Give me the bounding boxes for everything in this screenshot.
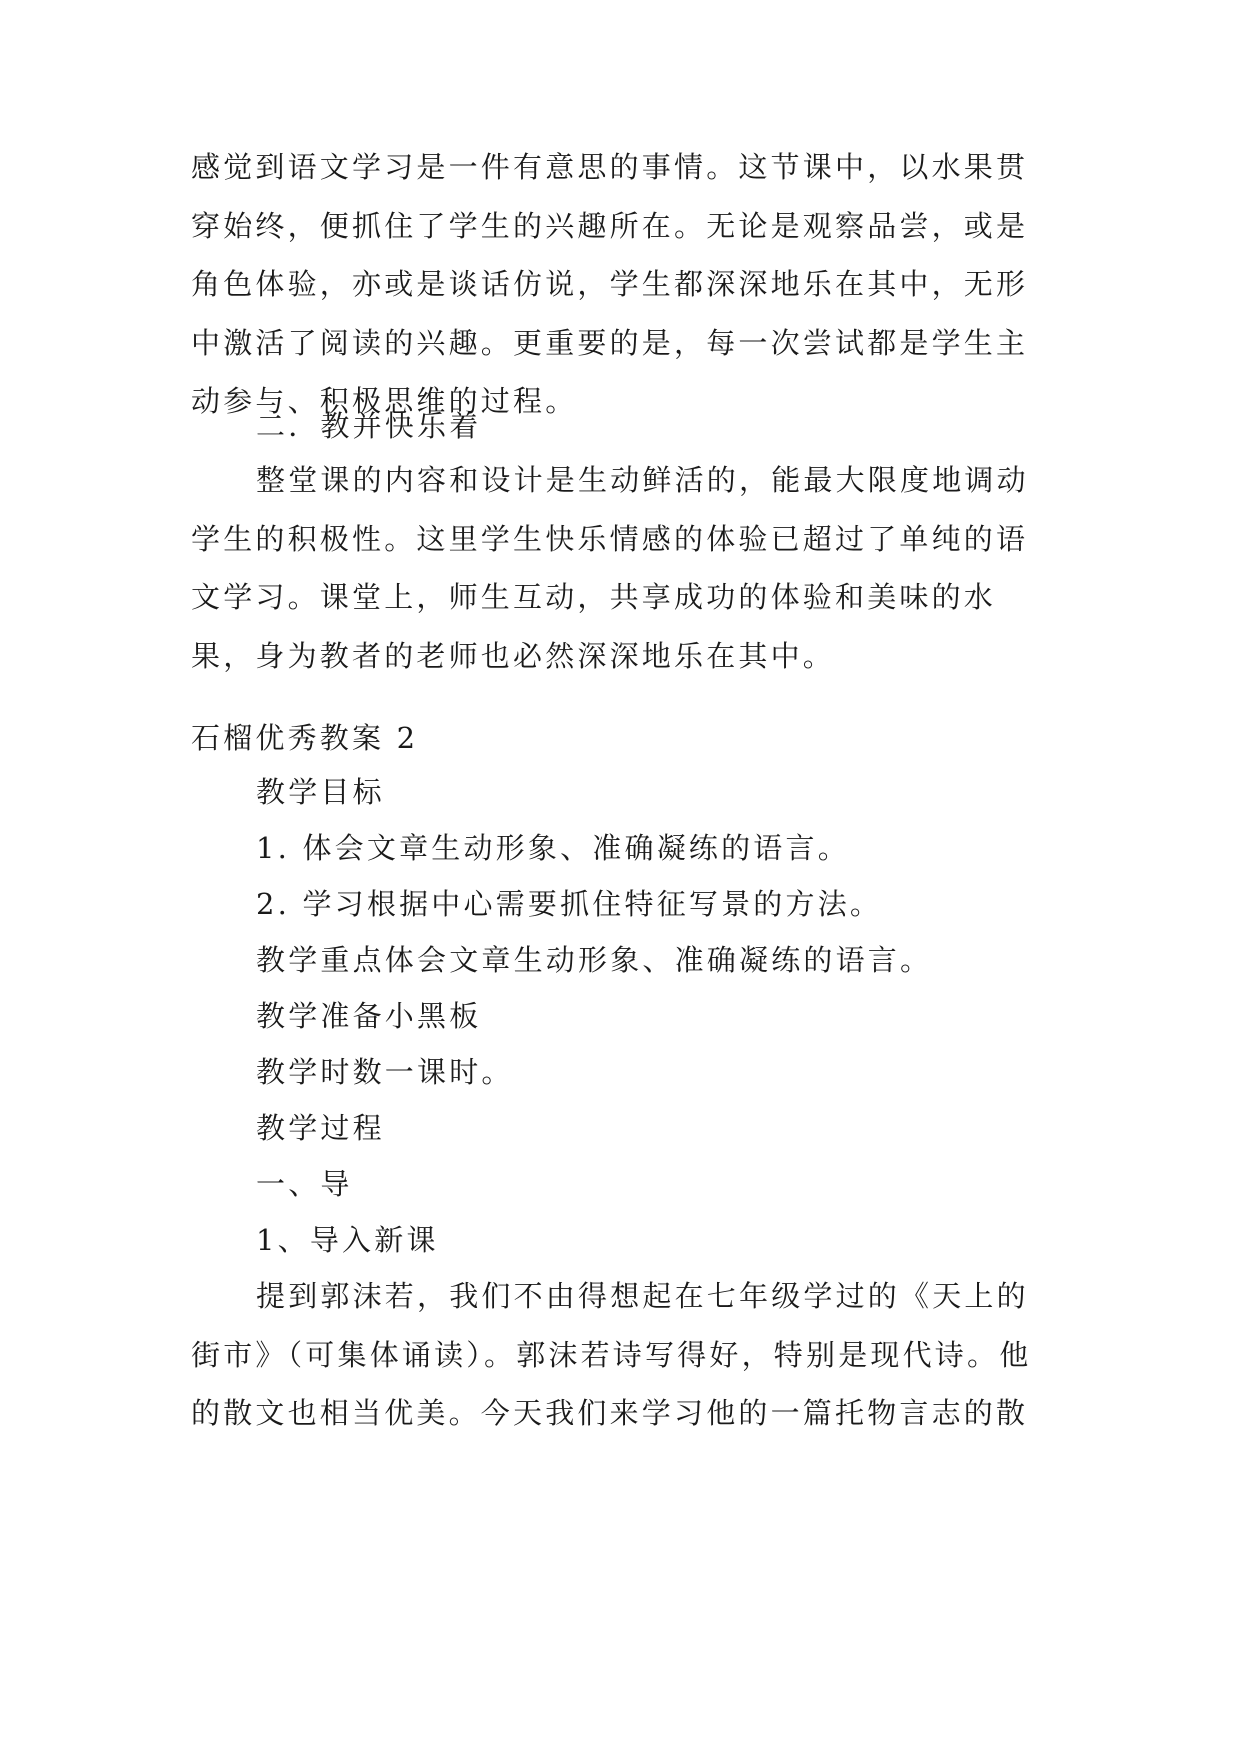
objective-item-1: 1. 体会文章生动形象、准确凝练的语言。 [256, 831, 850, 865]
heading-two: 二．教并快乐着 [256, 409, 482, 443]
step-one-sub: 1、导入新课 [256, 1223, 439, 1257]
section-title: 石榴优秀教案 2 [191, 721, 419, 755]
intro-paragraph: 提到郭沫若，我们不由得想起在七年级学过的《天上的街市》（可集体诵读）。郭沫若诗写得好，特别是现代诗。他的散文也相当优美。今天我们来学习他的一篇托物言志的散 [191, 1279, 1032, 1430]
paragraph-two: 整堂课的内容和设计是生动鲜活的，能最大限度地调动学生的积极性。这里学生快乐情感的体验已超过了单纯的语文学习。课堂上，师生互动，共享成功的体验和美味的水果，身为教者的老师也必然深深地乐在其中。 [191, 463, 1029, 673]
process-heading: 教学过程 [256, 1111, 385, 1145]
objective-item-2: 2. 学习根据中心需要抓住特征写景的方法。 [256, 887, 883, 921]
preparation: 教学准备小黑板 [256, 999, 482, 1033]
objectives-heading: 教学目标 [256, 775, 385, 809]
paragraph-continuation: 感觉到语文学习是一件有意思的事情。这节课中，以水果贯穿始终，便抓住了学生的兴趣所在。无论是观察品尝，或是角色体验，亦或是谈话仿说，学生都深深地乐在其中，无形中激活了阅读的兴趣。更重要的是，每一次尝试都是学生主动参与、积极思维的过程。 [191, 150, 1029, 418]
key-point: 教学重点体会文章生动形象、准确凝练的语言。 [256, 943, 933, 977]
duration: 教学时数一课时。 [256, 1055, 514, 1089]
step-one: 一、导 [256, 1167, 353, 1201]
